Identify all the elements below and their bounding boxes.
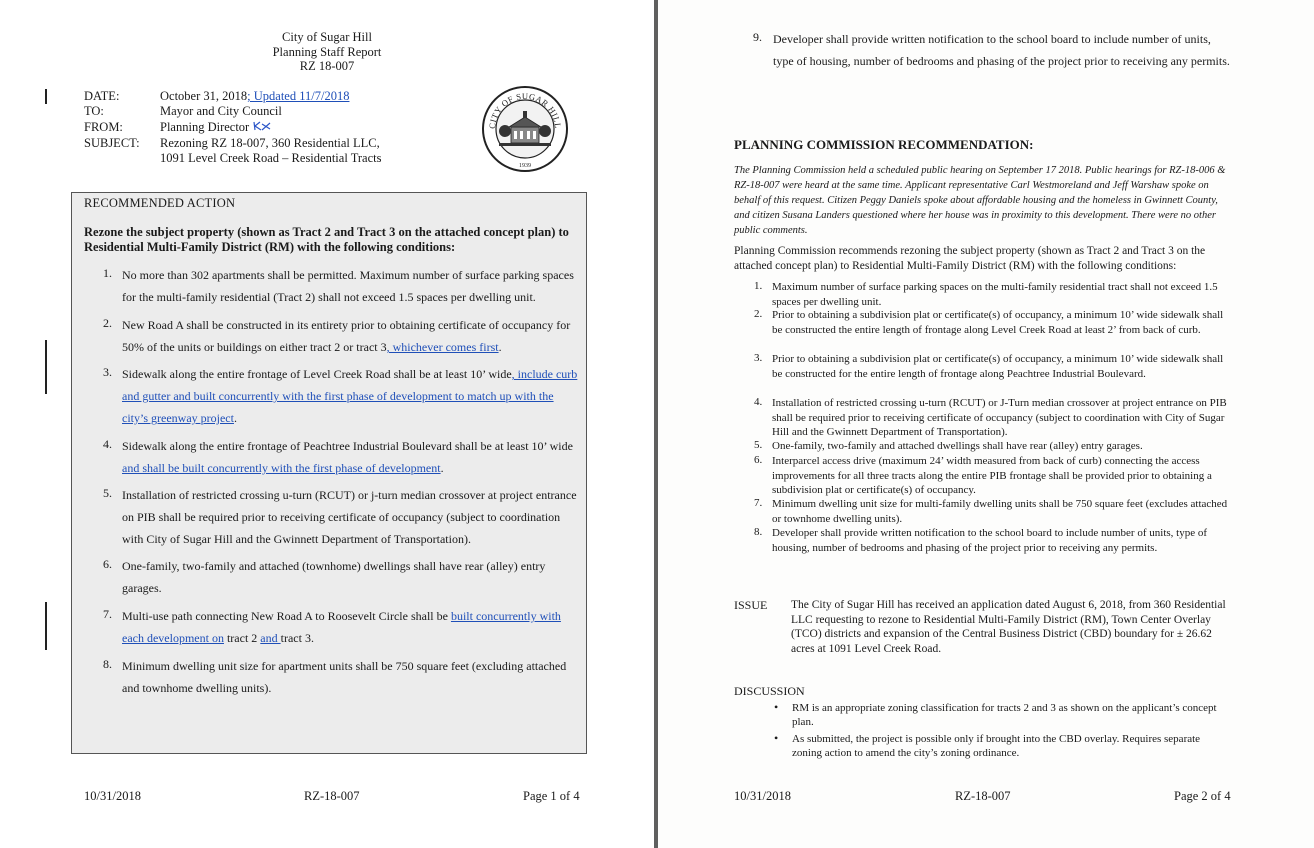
pc-condition-number: 4. (754, 396, 763, 408)
issue-text: The City of Sugar Hill has received an application dated August 6, 2018, from 360 Residential LLC requesting to rezone to Residential Multi-Family District (RM), Town Center Overlay (TCO) districts and expansion of the Central Business District (CBD) boundary for ± 26.62 acres at 1091 Level Creek Road. (791, 599, 1226, 655)
revision-bar (45, 89, 47, 104)
pc-condition-item: Interparcel access drive (maximum 24’ width measured from back of curb) connecting the access improvements for all three tracts along the entire PIB frontage shall be provided prior to obtaining a subdivision plat or certificate(s) of occupancy. (772, 455, 1212, 496)
svg-text:CITY OF SUGAR HILL: CITY OF SUGAR HILL (486, 90, 564, 130)
condition-number: 3. (103, 365, 112, 379)
pc-hearing-summary: The Planning Commission held a scheduled public hearing on September 17 2018. Public hearings for RZ-18-006 & RZ-18-007 were heard at the same time. Applicant representative Carl Westmoreland and Jeff Warshaw spoke on behalf of this request. Citizen Peggy Daniels spoke about affordable housing and the homeless in Gwinnett County, and citizen Susana Landers questioned where her house was in proximity to this development. There were no other public comments. (734, 165, 1226, 236)
footer-date: 10/31/2018 (734, 789, 791, 803)
condition-item: One-family, two-family and attached (townhome) dwellings shall have rear (alley) entry garages. (122, 559, 546, 595)
discussion-label: DISCUSSION (734, 684, 805, 698)
discussion-bullet: RM is an appropriate zoning classification for tracts 2 and 3 as shown on the applicant’s concept plan. (792, 702, 1217, 728)
condition-item: Sidewalk along the entire frontage of Peachtree Industrial Boulevard shall be at least 10’ wide and shall be built concurrently with the first phase of development. (122, 439, 573, 475)
memo-date-value (160, 89, 349, 104)
footer-case-ref: RZ-18-007 (955, 789, 1011, 803)
condition-number: 7. (103, 607, 112, 621)
pc-condition-number: 6. (754, 454, 763, 466)
footer-case-ref: RZ-18-007 (304, 789, 360, 803)
condition-number: 8. (103, 657, 112, 671)
pc-condition-number: 3. (754, 352, 763, 364)
pc-condition-item: Developer shall provide written notification to the school board to include number of units, type of housing, number of bedrooms and phasing of the project prior to receiving any permits. (772, 527, 1208, 554)
condition-item: Multi-use path connecting New Road A to Roosevelt Circle shall be built concurrently with each development on tract 2 and tract 3. (122, 609, 561, 645)
pc-condition-item: Installation of restricted crossing u-turn (RCUT) or J-Turn median crossover at project entrance on PIB shall be required prior to receiving certificate of occupancy (subject to coordination with City of Sugar Hill and the Gwinnett Department of Transportation). (772, 397, 1227, 438)
memo-to-label: TO: (84, 104, 104, 118)
recommended-action-intro: Rezone the subject property (shown as Tract 2 and Tract 3 on the attached concept plan) to Residential Multi-Family District (RM) with the following conditions: (84, 225, 569, 254)
memo-subject-line2: 1091 Level Creek Road – Residential Tracts (160, 151, 382, 165)
memo-to-value: Mayor and City Council (160, 104, 282, 118)
pc-condition-number: 7. (754, 497, 763, 509)
pc-condition-item: One-family, two-family and attached dwellings shall have rear (alley) entry garages. (772, 440, 1143, 452)
condition-number: 2. (103, 316, 112, 330)
memo-subject-label: SUBJECT: (84, 136, 140, 150)
document-page-1 (0, 0, 654, 848)
pc-condition-number: 1. (754, 280, 763, 292)
condition-item: Installation of restricted crossing u-turn (RCUT) or j-turn median crossover at project entrance on PIB shall be required prior to receiving certificate of occupancy (subject to coordination with City of Sugar Hill and the Gwinnett Department of Transportation). (122, 488, 577, 546)
revision-bar (45, 340, 47, 394)
footer-page-number: Page 2 of 4 (1174, 789, 1231, 803)
city-seal-logo (481, 85, 569, 173)
condition-number: 9. (753, 30, 762, 44)
bullet-icon: • (774, 700, 779, 714)
issue-label: ISSUE (734, 598, 768, 612)
condition-item: Minimum dwelling unit size for apartment units shall be 750 square feet (excluding attached and townhome dwelling units). (122, 659, 567, 695)
memo-subject-value: Rezoning RZ 18-007, 360 Residential LLC, (160, 136, 380, 150)
memo-from-text: Planning Director (160, 120, 250, 134)
pc-condition-number: 8. (754, 526, 763, 538)
condition-item-9: Developer shall provide written notification to the school board to include number of units, type of housing, number of bedrooms and phasing of the project prior to receiving any permits. (773, 32, 1230, 68)
pc-condition-item: Maximum number of surface parking spaces on the multi-family residential tract shall not exceed 1.5 spaces per dwelling unit. (772, 281, 1218, 308)
pc-condition-number: 5. (754, 439, 763, 451)
condition-item: Sidewalk along the entire frontage of Level Creek Road shall be at least 10’ wide, include curb and gutter and built concurrently with the first phase of development to match up with the city’s greenway project. (122, 367, 578, 425)
condition-number: 5. (103, 486, 112, 500)
condition-item: New Road A shall be constructed in its entirety prior to obtaining certificate of occupancy for 50% of the units or buildings on either tract 2 or tract 3, whichever comes first. (122, 318, 571, 354)
condition-number: 4. (103, 437, 112, 451)
pc-condition-number: 2. (754, 308, 763, 320)
condition-number: 6. (103, 557, 112, 571)
memo-from-value (160, 120, 272, 135)
memo-date: October 31, 2018 (160, 89, 248, 103)
discussion-bullet: As submitted, the project is possible only if brought into the CBD overlay. Requires separate zoning action to amend the city’s zoning ordinance. (792, 733, 1201, 759)
pc-condition-item: Prior to obtaining a subdivision plat or certificate(s) of occupancy, a minimum 10’ wide sidewalk shall be constructed the entire length of frontage along Level Creek Road at least 2’ from back of curb. (772, 309, 1224, 336)
seal-year: 1939 (519, 163, 531, 169)
recommended-action-title: RECOMMENDED ACTION (84, 196, 236, 210)
report-header-city: City of Sugar Hill (282, 30, 372, 44)
footer-date: 10/31/2018 (84, 789, 141, 803)
pc-condition-item: Prior to obtaining a subdivision plat or certificate(s) of occupancy, a minimum 10’ wide sidewalk shall be constructed for the entire length of frontage along Peachtree Industrial Boulevard. (772, 353, 1224, 380)
memo-from-label: FROM: (84, 120, 123, 134)
pc-recommendation-heading: PLANNING COMMISSION RECOMMENDATION: (734, 137, 1034, 152)
initials-signature-icon (252, 120, 272, 132)
revision-bar (45, 602, 47, 650)
memo-date-updated: ; Updated 11/7/2018 (247, 89, 350, 103)
report-header-type: Planning Staff Report (272, 45, 382, 59)
footer-page-number: Page 1 of 4 (523, 789, 580, 803)
condition-number: 1. (103, 266, 112, 280)
pc-intro: Planning Commission recommends rezoning the subject property (shown as Tract 2 and Tract 3 on the attached concept plan) to Residential Multi-Family District (RM) with the following conditions: (734, 245, 1206, 272)
bullet-icon: • (774, 731, 779, 745)
report-header-case: RZ 18-007 (299, 59, 355, 73)
memo-date-label: DATE: (84, 89, 120, 103)
pc-condition-item: Minimum dwelling unit size for multi-family dwelling units shall be 750 square feet (excludes attached or townhome dwelling units). (772, 498, 1228, 525)
condition-item: No more than 302 apartments shall be permitted. Maximum number of surface parking spaces for the multi-family residential (Tract 2) shall not exceed 1.5 spaces per dwelling unit. (122, 268, 574, 304)
